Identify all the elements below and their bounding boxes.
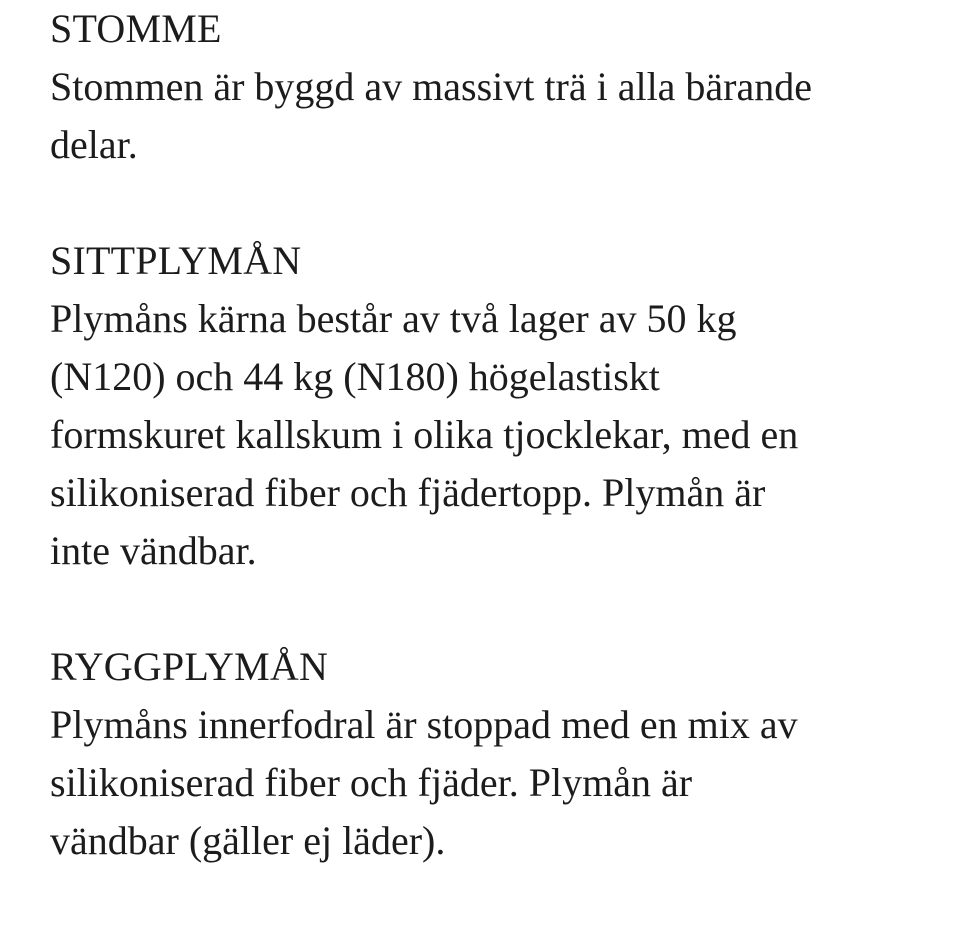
product-description (50, 0, 930, 928)
section-body-stomme: Stommen är byggd av massivt trä i alla bärande delar. (50, 64, 813, 167)
section-ryggplyman (50, 638, 930, 870)
section-stomme (50, 0, 930, 174)
section-sittplyman (50, 232, 930, 580)
section-heading-stomme: STOMME (50, 6, 222, 51)
section-heading-ryggplyman: RYGGPLYMÅN (50, 644, 329, 689)
section-heading-sittplyman: SITTPLYMÅN (50, 238, 302, 283)
section-body-sittplyman: Plymåns kärna består av två lager av 50 kg (N120) och 44 kg (N180) högelastiskt formskuret kallskum i olika tjocklekar, med en silikoniserad fiber och fjädertopp. Plymån är inte vändbar. (50, 296, 799, 573)
section-body-ryggplyman: Plymåns innerfodral är stoppad med en mix av silikoniserad fiber och fjäder. Plymån är vändbar (gäller ej läder). (50, 702, 798, 863)
